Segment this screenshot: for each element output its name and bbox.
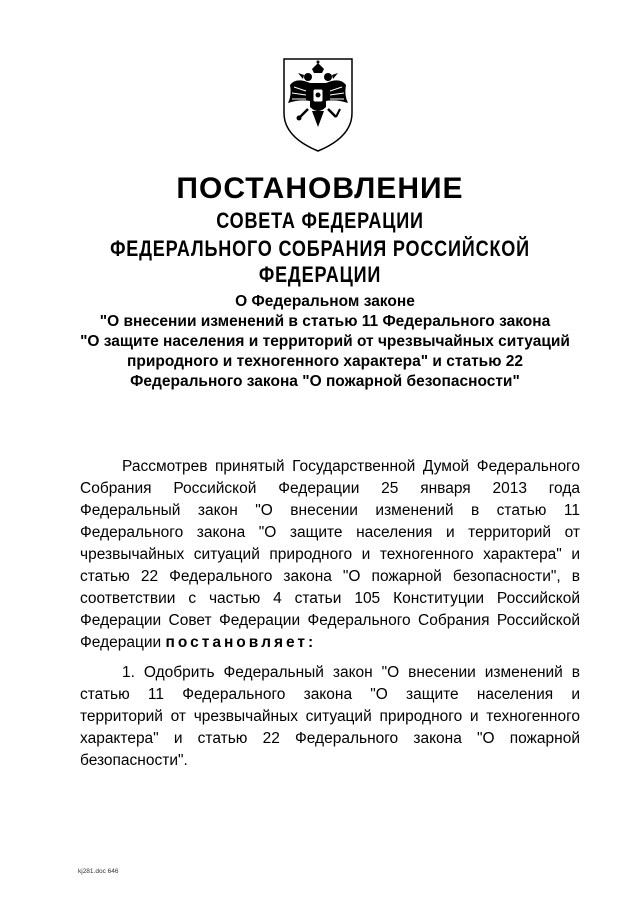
law-title-line: Федерального закона "О пожарной безопасности" — [130, 373, 520, 390]
paragraph-line: 1. Одобрить Федеральный закон "О внесении изменений в — [122, 664, 580, 681]
paragraph-line: статью 11 Федерального закона "О защите населения и — [80, 686, 580, 703]
issuer-heading: СОВЕТА ФЕДЕРАЦИИ — [216, 208, 424, 233]
coat-of-arms-emblem — [278, 55, 358, 155]
paragraph-line: безопасности". — [80, 752, 188, 769]
law-title-line: О Федеральном законе — [235, 293, 415, 310]
issuer-body-heading: ФЕДЕРАЛЬНОГО СОБРАНИЯ РОССИЙСКОЙ ФЕДЕРАЦИИ — [110, 236, 530, 287]
paragraph-line: Собрания Российской Федерации 25 января 2013 года — [80, 480, 580, 497]
preamble-paragraph — [80, 456, 580, 654]
paragraph-line: чрезвычайных ситуаций природного и техногенного характера" и — [80, 546, 580, 563]
resolution-item-1 — [80, 662, 580, 772]
paragraph-line: Федерации Совет Федерации Федерального Собрания Российской — [80, 612, 580, 629]
paragraph-line: соответствии с частью 4 статьи 105 Конституции Российской — [80, 590, 580, 607]
resolution-keyword: постановляет: — [165, 634, 317, 651]
paragraph-last-line — [80, 632, 580, 654]
law-title-line: "О внесении изменений в статью 11 Федерального закона — [99, 313, 551, 330]
paragraph-text: Федерации — [80, 634, 166, 651]
paragraph-line: Федеральный закон "О внесении изменений в статью 11 — [80, 502, 580, 519]
paragraph-line: Рассмотрев принятый Государственной Думой Федерального — [122, 458, 580, 475]
law-title-line: природного и техногенного характера" и статью 22 — [127, 353, 523, 370]
paragraph-line: территорий от чрезвычайных ситуаций природного и техногенного — [80, 708, 580, 725]
file-reference: kj281.doc 646 — [78, 868, 119, 875]
paragraph-line: статью 22 Федерального закона "О пожарной безопасности", в — [80, 568, 580, 585]
paragraph-line: характера" и статью 22 Федерального закона "О пожарной — [80, 730, 580, 747]
double-headed-eagle-icon — [278, 55, 358, 155]
paragraph-line: Федерального закона "О защите населения и территорий от — [80, 524, 580, 541]
document-type-heading: ПОСТАНОВЛЕНИЕ — [176, 172, 464, 205]
law-title-line: "О защите населения и территорий от чрезвычайных ситуаций — [80, 333, 570, 350]
law-title-block — [80, 292, 570, 392]
